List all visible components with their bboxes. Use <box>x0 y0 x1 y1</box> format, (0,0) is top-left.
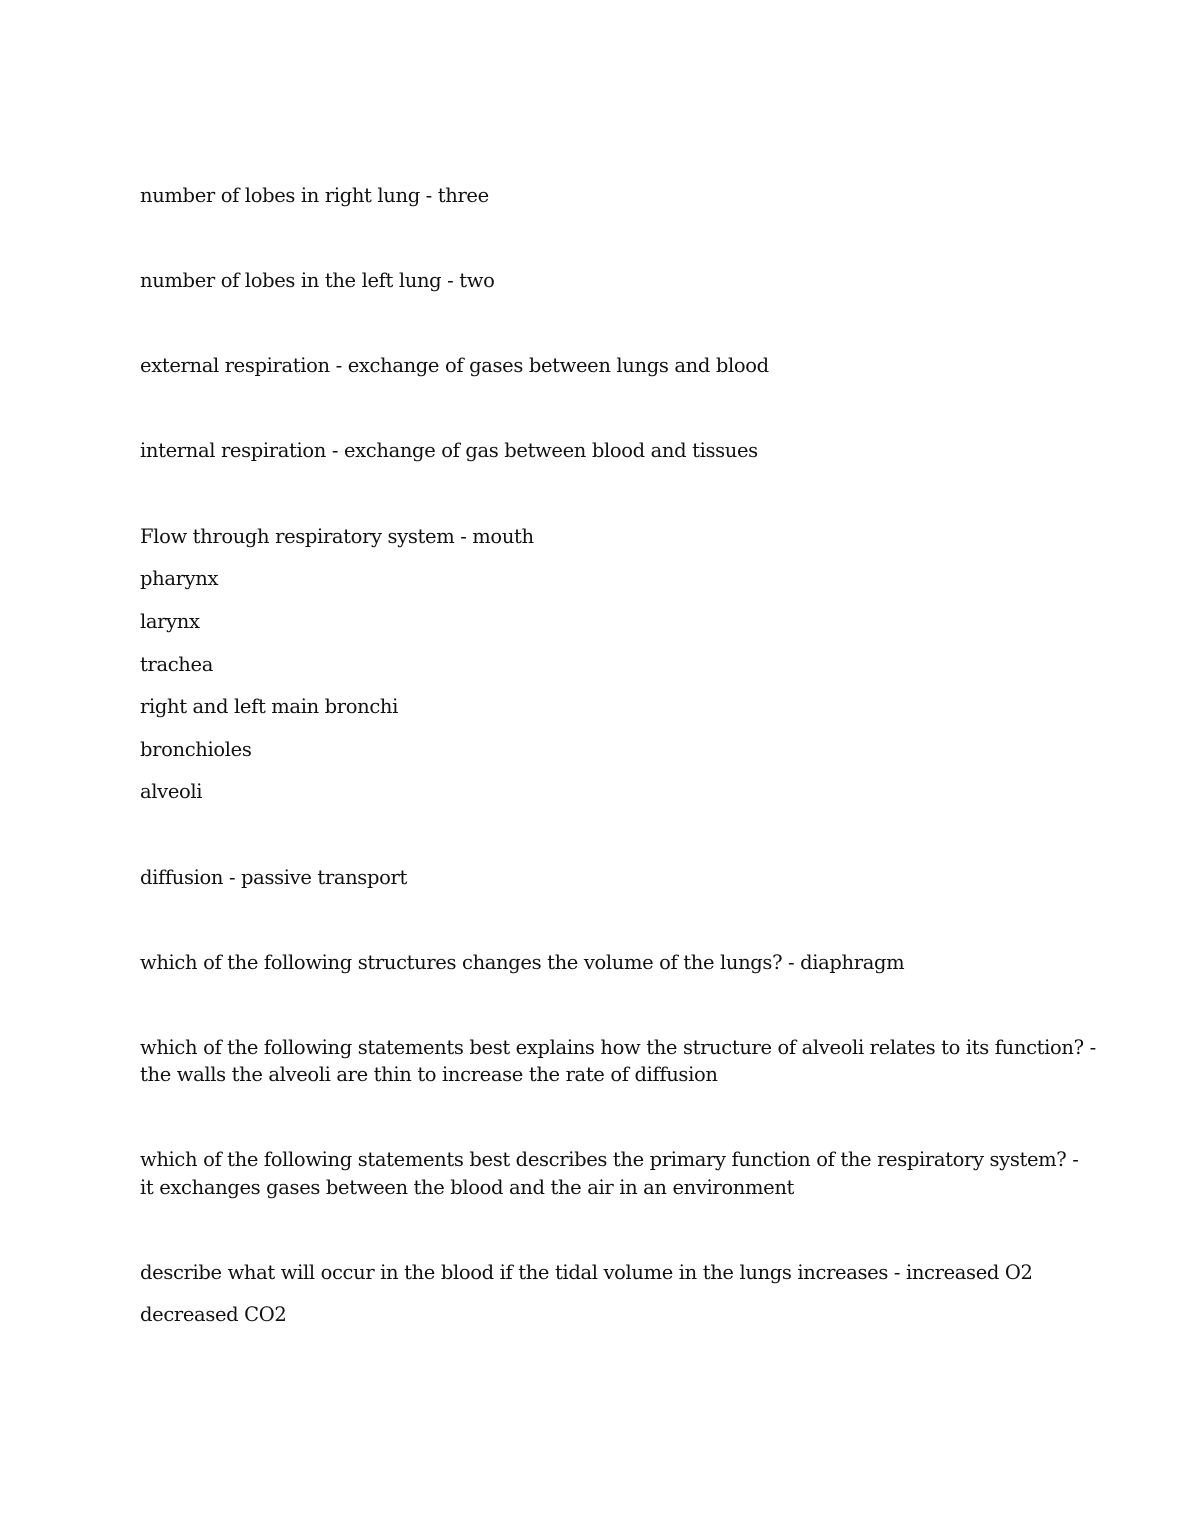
text-line: Flow through respiratory system - mouth <box>140 525 534 548</box>
text-line: internal respiration - exchange of gas between blood and tissues <box>140 439 758 462</box>
text-line: alveoli <box>140 780 203 803</box>
text-line: decreased CO2 <box>140 1303 287 1326</box>
text-line: trachea <box>140 653 213 676</box>
text-line: which of the following statements best explains how the structure of alveoli relates to its function? - <box>140 1036 1096 1059</box>
text-line: pharynx <box>140 567 219 590</box>
text-line: larynx <box>140 610 200 633</box>
text-line: number of lobes in right lung - three <box>140 184 489 207</box>
text-line: the walls the alveoli are thin to increase the rate of diffusion <box>140 1063 718 1086</box>
text-line: diffusion - passive transport <box>140 866 407 889</box>
text-line: it exchanges gases between the blood and the air in an environment <box>140 1176 795 1199</box>
text-line: which of the following statements best describes the primary function of the respiratory system? - <box>140 1148 1079 1171</box>
text-line: right and left main bronchi <box>140 695 399 718</box>
text-line: which of the following structures changes the volume of the lungs? - diaphragm <box>140 951 905 974</box>
text-line: number of lobes in the left lung - two <box>140 269 495 292</box>
text-line: bronchioles <box>140 738 252 761</box>
text-line: describe what will occur in the blood if the tidal volume in the lungs increases - increased O2 <box>140 1261 1033 1284</box>
text-line: external respiration - exchange of gases between lungs and blood <box>140 354 769 377</box>
